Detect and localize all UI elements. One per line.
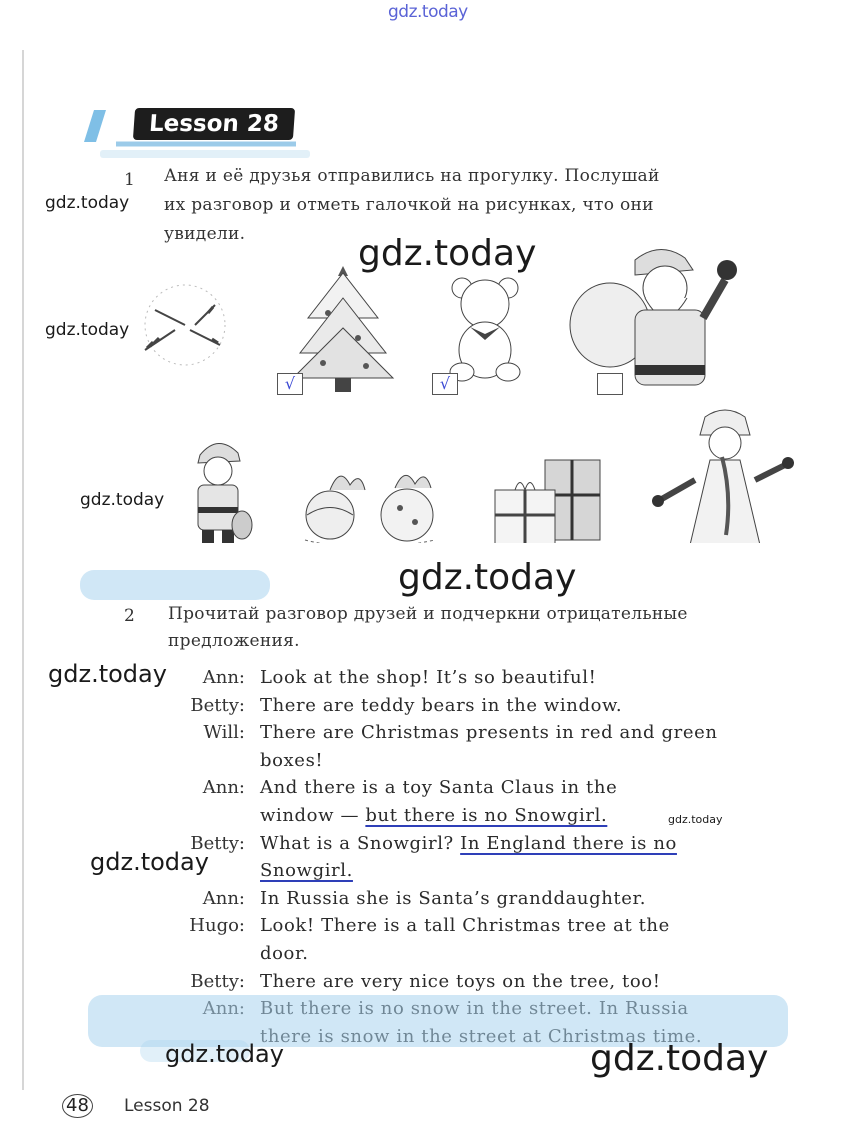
watermark: gdz.today <box>668 813 723 826</box>
dialog <box>180 664 790 1050</box>
dialog-row <box>180 968 790 996</box>
dialog-row <box>180 774 790 802</box>
watermark: gdz.today <box>48 660 167 688</box>
watermark-top: gdz.today <box>388 2 468 22</box>
speaker: Ann: <box>202 887 245 909</box>
task-2-number: 2 <box>124 606 135 626</box>
dialog-row <box>180 664 790 692</box>
snowgirl-picture <box>650 405 800 550</box>
underlined-negative-sentence: Snowgirl. <box>260 860 353 882</box>
footer-lesson: Lesson 28 <box>124 1096 210 1116</box>
watermark: gdz.today <box>90 848 209 876</box>
dialog-line: In Russia she is Santa’s granddaughter. <box>260 887 647 909</box>
toy-santa-picture <box>180 435 255 550</box>
watermark: gdz.today <box>165 1040 284 1068</box>
speaker: Hugo: <box>189 915 245 937</box>
dialog-line: Look at the shop! It’s so beautiful! <box>260 667 597 688</box>
dialog-row <box>180 857 790 885</box>
watermark: gdz.today <box>80 490 165 510</box>
dialog-line: There are Christmas presents in red and green <box>260 722 718 744</box>
dialog-line <box>260 802 607 829</box>
watermark: gdz.today <box>45 320 130 340</box>
snow-branches-picture <box>125 270 245 380</box>
task-1-number: 1 <box>124 170 135 190</box>
dialog-row <box>180 912 790 940</box>
watermark: gdz.today <box>358 233 537 274</box>
page-number <box>62 1094 93 1118</box>
task-1-line-1: Аня и её друзья отправились на прогулку. Послушай <box>164 166 660 186</box>
presents-picture <box>490 455 610 550</box>
watermark: gdz.today <box>45 193 130 213</box>
checkbox-teddy-bear[interactable]: √ <box>432 373 458 395</box>
speaker: Ann: <box>202 667 245 688</box>
watermark: gdz.today <box>590 1038 769 1079</box>
christmas-balls-picture <box>295 460 445 555</box>
dialog-line: And there is a toy Santa Claus in the <box>260 777 618 799</box>
task-1-line-3: увидели. <box>164 224 246 244</box>
blue-smudge <box>80 570 270 600</box>
watermark: gdz.today <box>398 557 577 598</box>
speaker: Betty: <box>190 832 245 854</box>
lesson-title: Lesson 28 <box>133 108 295 140</box>
dialog-row <box>180 692 790 720</box>
dialog-line: boxes! <box>260 749 324 771</box>
task-2-line-2: предложения. <box>168 631 300 651</box>
underlined-negative-sentence: In England there is no <box>460 832 677 854</box>
dialog-row <box>180 747 790 775</box>
dialog-line: Look! There is a tall Christmas tree at the <box>260 915 670 937</box>
task-2-line-1: Прочитай разговор друзей и подчеркни отрицательные <box>168 604 688 624</box>
page-number-value: 48 <box>62 1094 93 1118</box>
task-1-line-2: их разговор и отметь галочкой на рисунках, что они <box>164 195 654 215</box>
dialog-row <box>180 885 790 913</box>
dialog-line: door. <box>260 942 309 964</box>
speaker: Betty: <box>190 694 245 716</box>
banner-underline <box>100 150 310 158</box>
teddy-bear-picture <box>440 272 530 387</box>
dialog-text: window — <box>260 804 366 826</box>
speaker: Will: <box>203 722 245 744</box>
dialog-row <box>180 940 790 968</box>
dialog-row <box>180 830 790 858</box>
christmas-tree-picture <box>288 258 398 398</box>
dialog-row <box>180 719 790 747</box>
dialog-text: What is a Snowgirl? <box>260 832 461 854</box>
speaker: Ann: <box>202 777 245 799</box>
dialog-line: There are teddy bears in the window. <box>260 694 623 716</box>
dialog-line: There are very nice toys on the tree, too! <box>260 970 661 992</box>
page-left-rule <box>22 50 24 1090</box>
underlined-negative-sentence: but there is no Snowgirl. <box>365 804 608 826</box>
checkbox-christmas-tree[interactable]: √ <box>277 373 303 395</box>
dialog-line <box>260 830 677 857</box>
dialog-line <box>260 857 353 884</box>
speaker: Betty: <box>190 970 245 992</box>
checkbox-santa-with-sack[interactable] <box>597 373 623 395</box>
santa-with-sack-picture <box>565 240 745 390</box>
